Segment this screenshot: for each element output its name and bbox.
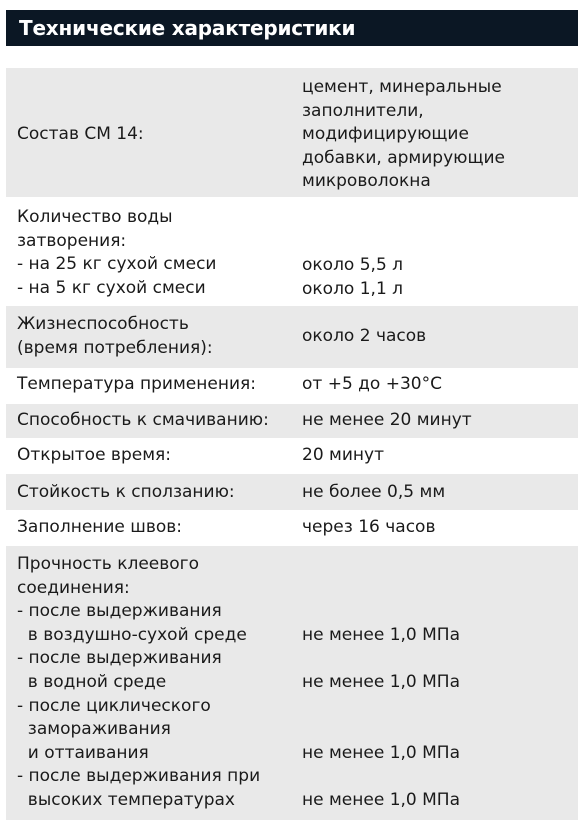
- spec-row-composition: [6, 68, 578, 197]
- spec-row-water-amount: [6, 198, 578, 306]
- spec-label: Температура применения:: [17, 374, 256, 394]
- spec-label: Количество воды затворения: - на 25 кг сухой смеси - на 5 кг сухой смеси: [17, 207, 217, 298]
- spec-value: не более 0,5 мм: [302, 482, 446, 502]
- spec-row-application-temperature: [6, 369, 578, 403]
- spec-row-joint-filling: [6, 511, 578, 545]
- spec-value: не менее 20 минут: [302, 410, 472, 430]
- spec-label: Жизнеспособность (время потребления):: [17, 314, 213, 358]
- spec-value: около 5,5 л около 1,1 л: [302, 255, 404, 299]
- spec-value: 20 минут: [302, 445, 384, 465]
- spec-label: Состав СМ 14:: [17, 124, 144, 144]
- spec-label: Заполнение швов:: [17, 517, 183, 537]
- spec-value: около 2 часов: [302, 326, 427, 346]
- spec-value: от +5 до +30°C: [302, 374, 442, 394]
- spec-row-open-time: [6, 439, 578, 473]
- spec-label: Прочность клеевого соединения: - после выдерживания в воздушно-сухой среде - после выдерживания в водной среде - после циклического замораживания и оттаивания - после выдерживания при высоких температурах: [17, 554, 261, 810]
- spec-label: Стойкость к сползанию:: [17, 482, 235, 502]
- spec-value: не менее 1,0 МПа не менее 1,0 МПа не менее 1,0 МПа не менее 1,0 МПа: [302, 624, 461, 810]
- spec-row-adhesion-strength: [6, 546, 578, 820]
- spec-value: цемент, минеральные заполнители, модифицирующие добавки, армирующие микроволокна: [302, 77, 505, 192]
- spec-value: через 16 часов: [302, 517, 436, 537]
- spec-row-slip-resistance: [6, 474, 578, 510]
- section-header: [6, 10, 578, 46]
- spec-label: Способность к смачиванию:: [17, 410, 269, 430]
- spec-row-wetting-ability: [6, 404, 578, 438]
- spec-label: Открытое время:: [17, 445, 171, 465]
- spec-row-pot-life: [6, 306, 578, 368]
- section-title: Технические характеристики: [19, 16, 356, 40]
